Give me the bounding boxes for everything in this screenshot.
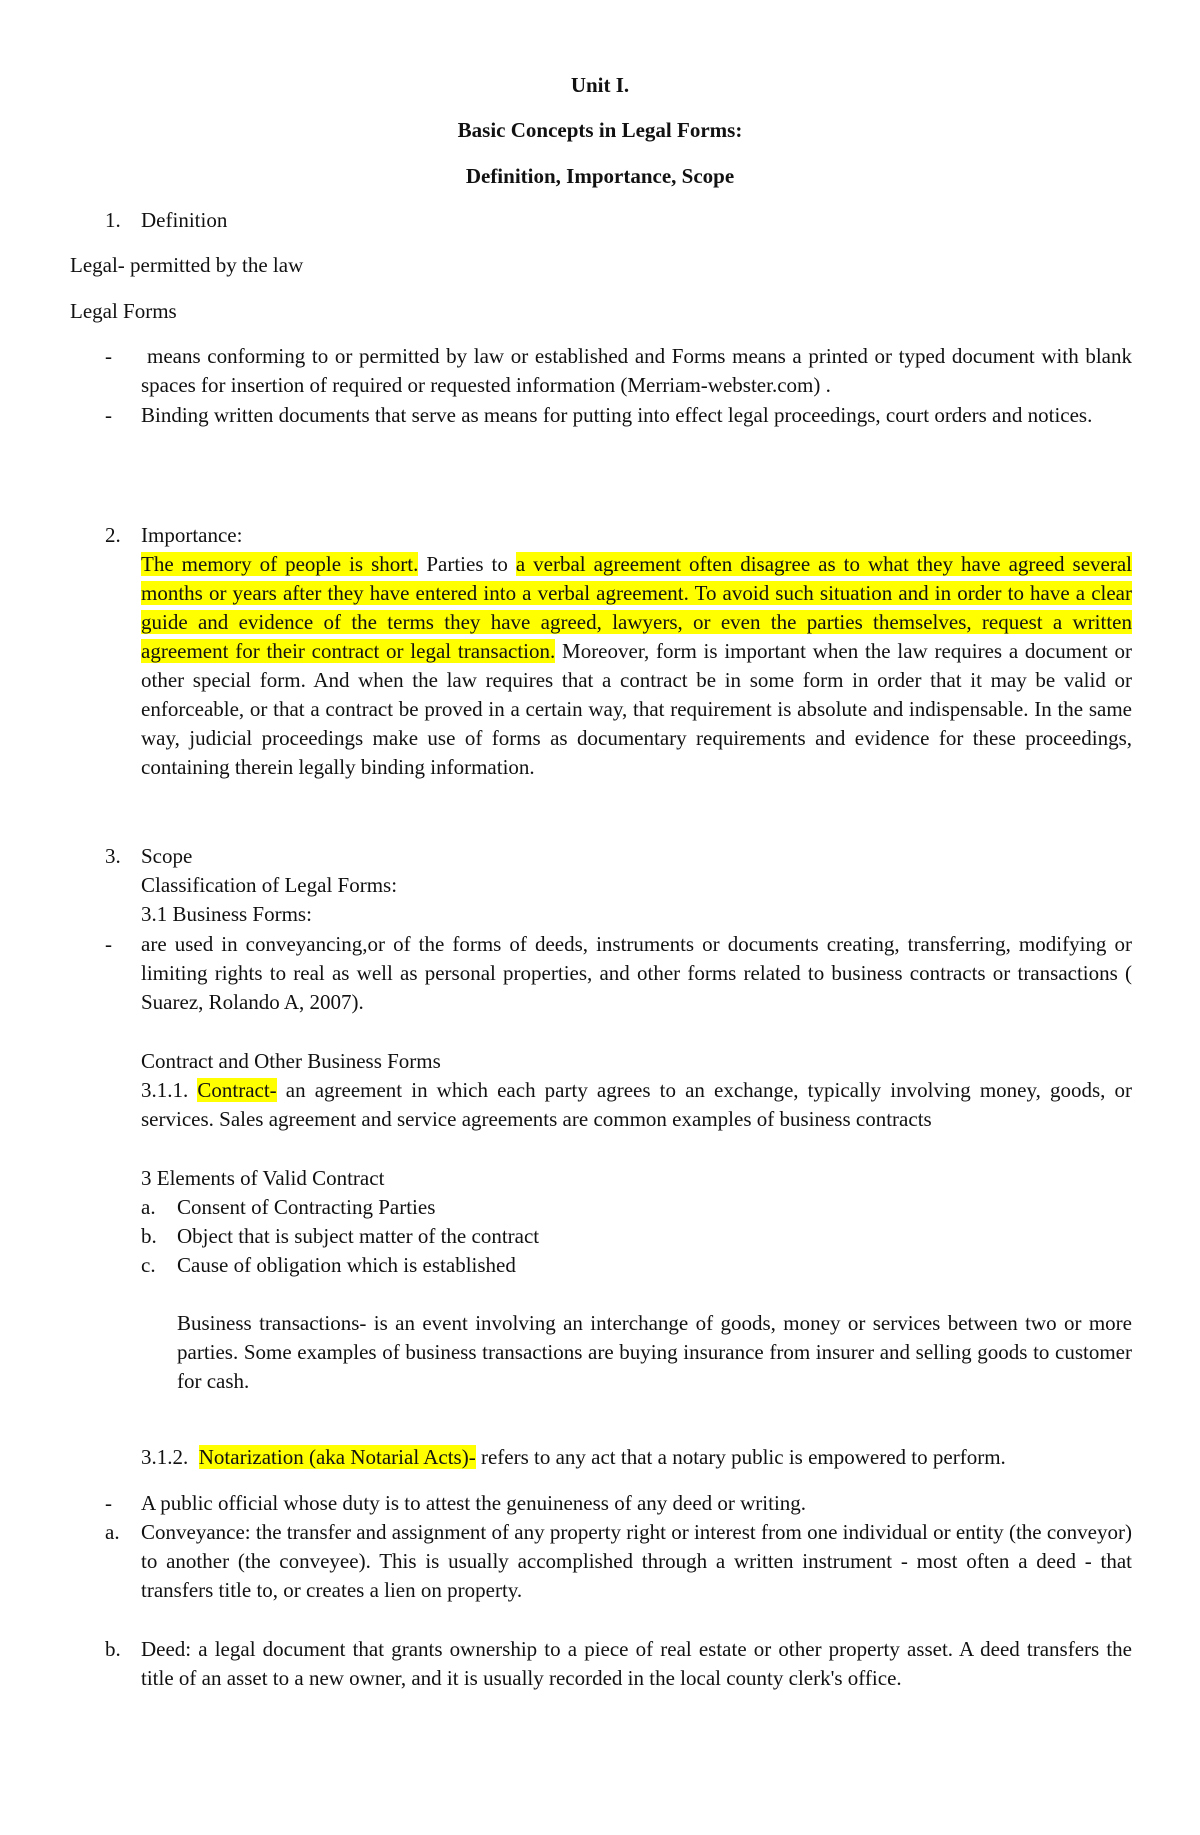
unit-title: Unit I.: [570, 73, 630, 97]
legal-definition: Legal- permitted by the law: [70, 253, 304, 277]
document-subtitle: Definition, Importance, Scope: [465, 164, 735, 188]
list-marker: b.: [141, 1224, 157, 1248]
importance-paragraph: The memory of people is short. Parties to a verbal agreement often disagree as to what they have agreed several months or years after they have entered into a verbal agreement. To avoid such situation and in order to have a clear guide and evidence of the terms they have agreed, lawyers, or even the parties themselves, request a written agreement for their contract or legal transaction. Moreover, form is important when the law requires a document or other special form. And when the law requires that a contract be in some form in order that it may be valid or enforceable, or that a contract be proved in a certain way, that requirement is absolute and indispensable. In the same way, judicial proceedings make use of forms as documentary requirements and evidence for these proceedings, containing therein legally binding information.: [141, 552, 1132, 779]
business-forms-heading: 3.1 Business Forms:: [141, 902, 312, 926]
list-marker: b.: [105, 1637, 121, 1661]
highlight: a verbal agreement often disagree as to what they have agreed several months or years after they have entered into a verbal agreement. To avoid such situation and in order to have a clear guide and evidence of the terms they have agreed, lawyers, or even the parties themselves, request a written agreement for their contract or legal transaction.: [141, 552, 1132, 663]
highlight: Contract-: [197, 1078, 277, 1102]
highlight: Notarization (aka Notarial Acts)-: [198, 1445, 476, 1469]
contract-paragraph: 3.1.1. Contract- an agreement in which each party agrees to an exchange, typically involving money, goods, or services. Sales agreement and service agreements are common examples of business contracts: [141, 1078, 1132, 1131]
section-3-number: 3.: [105, 844, 121, 868]
bullet-dash: -: [105, 344, 112, 368]
business-transactions-text: Business transactions- is an event involving an interchange of goods, money or services between two or more parties. Some examples of business transactions are buying insurance from insurer and selling goods to customer for cash.: [177, 1311, 1132, 1393]
section-2-heading: Importance:: [141, 523, 243, 547]
notarization-paragraph: 3.1.2. Notarization (aka Notarial Acts)- refers to any act that a notary public is empowered to perform.: [141, 1445, 1006, 1469]
business-forms-text: are used in conveyancing,or of the forms of deeds, instruments or documents creating, transferring, modifying or limiting rights to real as well as personal properties, and other forms related to business contracts or transactions ( Suarez, Rolando A, 2007).: [141, 932, 1132, 1014]
element-item: Consent of Contracting Parties: [177, 1195, 436, 1219]
conveyance-text: Conveyance: the transfer and assignment of any property right or interest from one individual or entity (the conveyor) to another (the conveyee). This is usually accomplished through a written instrument - most often a deed - that transfers title to, or creates a lien on property.: [141, 1520, 1132, 1602]
elements-heading: 3 Elements of Valid Contract: [141, 1166, 385, 1190]
element-item: Cause of obligation which is established: [177, 1253, 516, 1277]
legal-forms-bullet-1: means conforming to or permitted by law or established and Forms means a printed or typed document with blank spaces for insertion of required or requested information (Merriam-webster.com) .: [141, 344, 1132, 397]
list-marker: c.: [141, 1253, 156, 1277]
section-1-number: 1.: [105, 208, 121, 232]
public-official-text: A public official whose duty is to attest the genuineness of any deed or writing.: [141, 1491, 807, 1515]
element-item: Object that is subject matter of the contract: [177, 1224, 540, 1248]
deed-text: Deed: a legal document that grants ownership to a piece of real estate or other property asset. A deed transfers the title of an asset to a new owner, and it is usually recorded in the local county clerk's office.: [141, 1637, 1132, 1690]
classification-heading: Classification of Legal Forms:: [141, 873, 398, 897]
document-title: Basic Concepts in Legal Forms:: [457, 118, 743, 142]
list-marker: a.: [105, 1520, 120, 1544]
section-3-heading: Scope: [141, 844, 193, 868]
section-1-heading: Definition: [141, 208, 228, 232]
bullet-dash: -: [105, 932, 112, 956]
highlight: The memory of people is short.: [141, 552, 419, 576]
legal-forms-bullet-2: Binding written documents that serve as means for putting into effect legal proceedings, court orders and notices.: [141, 403, 1093, 427]
list-marker: a.: [141, 1195, 156, 1219]
legal-forms-label: Legal Forms: [70, 299, 177, 323]
bullet-dash: -: [105, 1491, 112, 1515]
bullet-dash: -: [105, 403, 112, 427]
section-2-number: 2.: [105, 523, 121, 547]
contract-other-heading: Contract and Other Business Forms: [141, 1049, 441, 1073]
